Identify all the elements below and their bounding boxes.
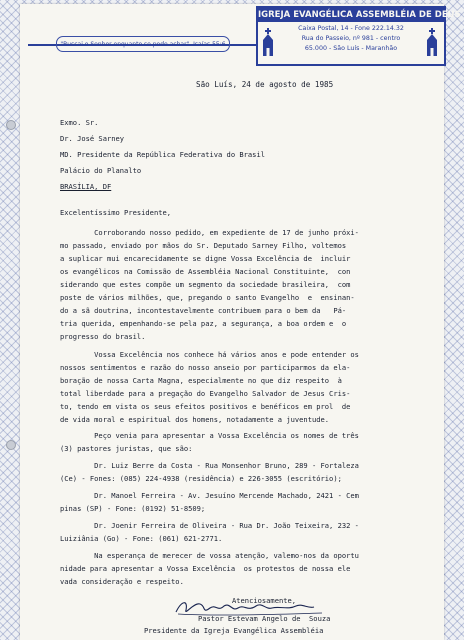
body-line: de vida moral e espiritual dos homens, notadamente a juventude. xyxy=(60,415,330,424)
body-line: progresso do brasil. xyxy=(60,332,146,341)
body-line: Corroborando nosso pedido, em expediente de 17 de junho próxi- xyxy=(60,228,359,237)
body-line: total liberdade para a pregação do Evangelho Salvador de Jesus Cris- xyxy=(60,389,351,398)
body-line: Dr. Luiz Berre da Costa - Rua Monsenhor Bruno, 289 - Fortaleza xyxy=(60,461,359,470)
body-line: Vossa Excelência nos conhece há vários anos e pode entender os xyxy=(60,350,359,359)
body-line: (Ce) - Fones: (085) 224-4938 (residência) e 226-3055 (escritório); xyxy=(60,474,342,483)
body-line: vada consideração e respeito. xyxy=(60,577,184,586)
body-line: Dr. Manoel Ferreira - Av. Jesuíno Mercende Machado, 2421 - Cem xyxy=(60,491,359,500)
body-line: os evangélicos na Comissão de Assembléia Nacional Constituinte, con xyxy=(60,267,351,276)
church-address-line: Caixa Postal, 14 - Fone 222.14.32 xyxy=(298,25,404,32)
body-line: boração de nossa Carta Magna, especialmente no que diz respeito à xyxy=(60,376,342,385)
recipient-line: Dr. José Sarney xyxy=(60,134,125,143)
body-line: nossos sentimentos e razão do nosso anseio por participarmos da ela- xyxy=(60,363,351,372)
signer-name: Pastor Estevam Angelo de Souza xyxy=(198,614,331,623)
church-icon xyxy=(426,28,438,56)
body-line: mo passado, enviado por mãos do Sr. Deputado Sarney Filho, voltemos xyxy=(60,241,347,250)
body-line: tria querida, empenhando-se pela paz, a segurança, a boa ordem e o xyxy=(60,319,347,328)
body-line: Dr. Joenir Ferreira de Oliveira - Rua Dr. João Teixeira, 232 - xyxy=(60,521,359,530)
body-line: siderando que estes compõe um segmento da sociedade brasileira, com xyxy=(60,280,351,289)
body-line: Luiziânia (Go) - Fone: (061) 621-2771. xyxy=(60,534,223,543)
church-address-line: Rua do Passeio, nº 981 - centro xyxy=(301,35,401,42)
letterhead-box xyxy=(256,6,461,66)
punch-hole xyxy=(6,120,16,130)
recipient-line: Palácio do Planalto xyxy=(60,166,142,175)
body-line: do a sã doutrina, incontestavelmente contribuem para o bem da Pá- xyxy=(60,306,347,315)
body-line: (3) pastores juristas, que são: xyxy=(60,444,193,453)
signer-title: Presidente da Igreja Evangélica Assembléia xyxy=(144,626,324,635)
recipient-line: MD. Presidente da República Federativa do Brasil xyxy=(60,150,265,159)
recipient-line: Exmo. Sr. xyxy=(60,118,99,127)
body-line: nidade para apresentar a Vossa Excelência os protestos de nossa ele xyxy=(60,564,351,573)
closing: Atenciosamente, xyxy=(232,596,297,605)
salutation: Excelentíssimo Presidente, xyxy=(60,208,172,217)
church-address-line: 65.000 - São Luís - Maranhão xyxy=(304,45,398,52)
punch-hole xyxy=(6,440,16,450)
body-line: pinas (SP) - Fone: (0192) 51-8509; xyxy=(60,504,206,513)
body-line: poste de vários milhões, que, pregando o santo Evangelho e ensinan- xyxy=(60,293,355,302)
church-icon xyxy=(262,28,274,56)
body-line: Peço venia para apresentar a Vossa Excelência os nomes de três xyxy=(60,431,359,440)
letterhead-verse: "Buscai o Senhor enquanto se pode achar". Isaías 55:6 xyxy=(56,36,230,52)
date-line: São Luís, 24 de agosto de 1985 xyxy=(196,80,334,89)
church-name: IGREJA EVANGÉLICA ASSEMBLÉIA DE DEUS xyxy=(258,10,461,20)
body-line: a suplicar mui encarecidamente se digne Vossa Excelência de incluir xyxy=(60,254,351,263)
body-line: Na esperança de merecer de vossa atenção, valemo-nos da oportu xyxy=(60,551,359,560)
recipient-line: BRASÍLIA, DF xyxy=(60,182,112,191)
body-line: to, tendo em vista os seus efeitos positivos e benéficos em prol de xyxy=(60,402,351,411)
